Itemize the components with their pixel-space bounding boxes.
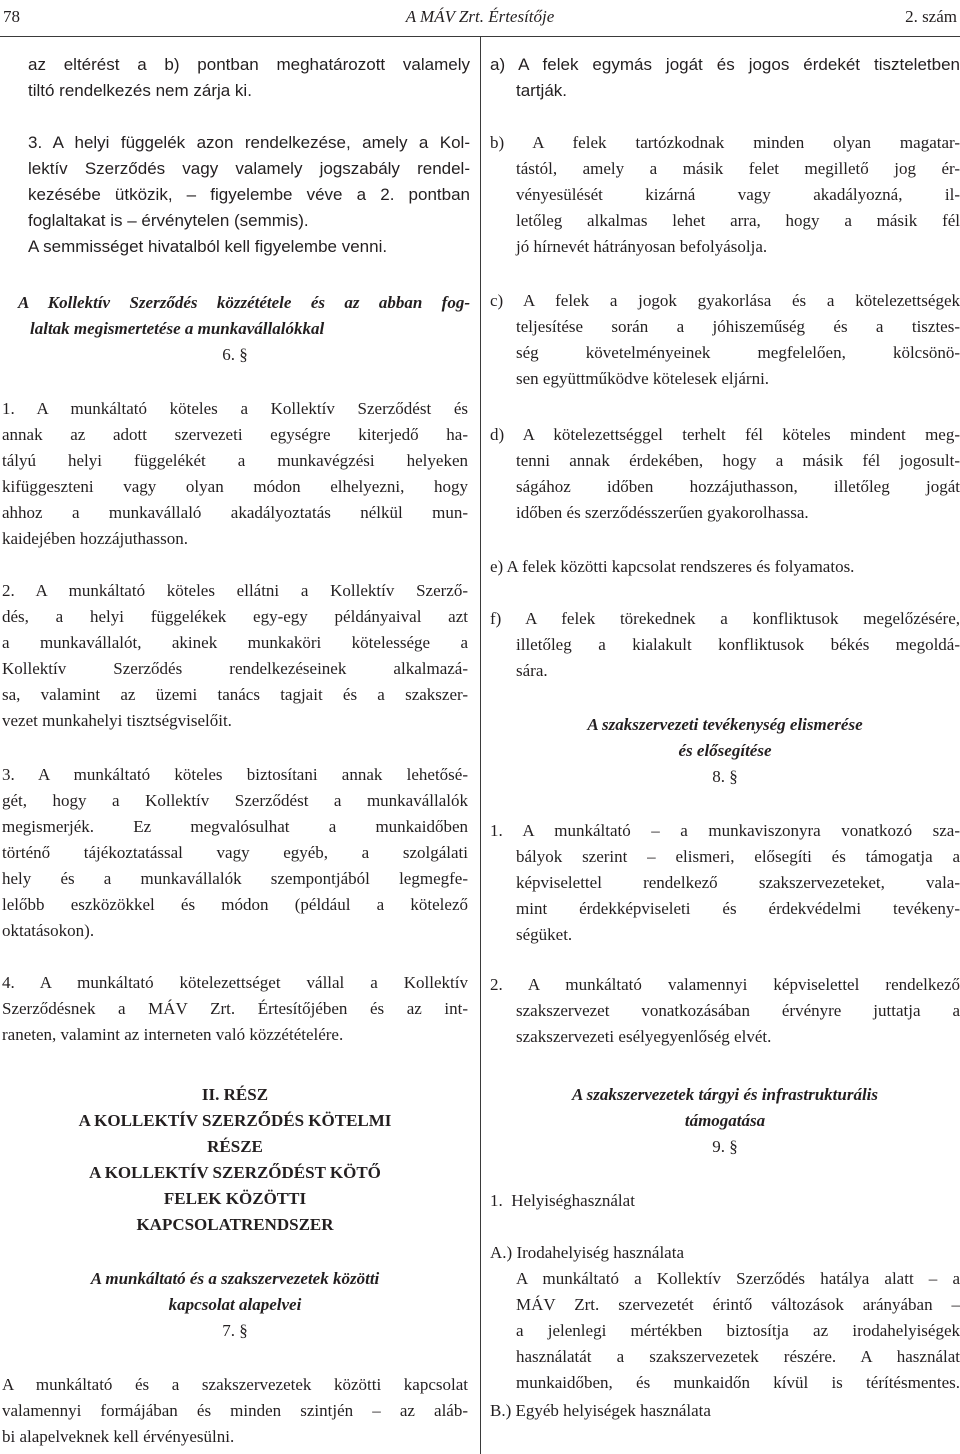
text-line: c) A felek a jogok gyakorlása és a kötelezettségek — [490, 291, 960, 310]
text-line: 1. A munkáltató köteles a Kollektív Szerződést és — [2, 399, 468, 418]
heading-line: A szakszervezetek tárgyi és infrastrukturális — [571, 1085, 879, 1104]
section-number: 6. § — [222, 345, 248, 364]
principle-f — [490, 606, 960, 684]
text-line: használatát a szakszervezetek részére. A használat — [516, 1347, 960, 1366]
section-heading-3 — [490, 712, 960, 764]
section-number: 7. § — [222, 1321, 248, 1340]
text-line: A munkáltató a Kollektív Szerződés hatálya alatt – a — [516, 1269, 960, 1288]
text-line: raneten, valamint az interneten való közzétételére. — [2, 1025, 344, 1044]
text-line: az eltérést a b) pontban meghatározott valamely — [28, 55, 470, 74]
text-line: 3. A munkáltató köteles biztosítani annak lehetősé- — [2, 765, 468, 784]
text-line: munkaidőben, és munkaidőn kívül is térítésmentes. — [516, 1373, 960, 1392]
text-line: hely és a munkavállalók szempontjából legmegfe- — [2, 869, 468, 888]
text-line: dés, a helyi függelékek egy-egy példányaival azt — [2, 607, 468, 626]
heading-line: és elősegítése — [678, 741, 772, 760]
principle-d — [490, 422, 960, 526]
text-line: teljesítése során a jóhiszeműség és a tisztes- — [516, 317, 960, 336]
paragraph-1 — [2, 396, 468, 552]
part-title-line: A KOLLEKTÍV SZERZŐDÉS KÖTELMI — [78, 1111, 392, 1130]
part-title-line: KAPCSOLATRENDSZER — [136, 1215, 334, 1234]
text-line: szakszervezeti esélyegyenlőség elvét. — [516, 1027, 772, 1046]
text-line: tástól, amely a másik felet megillető jog ér- — [516, 159, 960, 178]
text-line: A munkáltató és a szakszervezetek közötti kapcsolat — [2, 1375, 468, 1394]
heading-line: A Kollektív Szerződés közzététele és az abban fog- — [18, 293, 470, 312]
paragraph-3 — [28, 130, 470, 260]
text-line: illetőleg a kialakult konfliktusok békés megoldá- — [516, 635, 960, 654]
text-line: kifüggeszteni vagy olyan módon elhelyezni, hogy — [2, 477, 468, 496]
text-line: időben és szerződésszerűen gyakorolhassa. — [516, 503, 809, 522]
principle-b — [490, 130, 960, 260]
issue-label: 2. szám — [905, 7, 957, 26]
text-line: ségüket. — [516, 925, 573, 944]
text-line: bályok szerint – elismeri, elősegíti és támogatja a — [516, 847, 960, 866]
text-line: Szerződésnek a MÁV Zrt. Értesítőjében és az int- — [2, 999, 468, 1018]
text-line: a) A felek egymás jogát és jogos érdekét tiszteletben — [490, 55, 960, 74]
text-line: ahhoz a munkavállaló akadályoztatás nélkül mun- — [2, 503, 468, 522]
heading-line: laltak megismertetése a munkavállalókkal — [30, 319, 325, 338]
page-number: 78 — [3, 7, 20, 26]
text-line: sa, valamint az üzemi tanács tagjait és a szakszer- — [2, 685, 468, 704]
column-divider — [480, 37, 481, 1454]
running-header — [0, 0, 960, 36]
text-line: a jelenlegi mértékben biztosítja az irodahelyiségek — [516, 1321, 960, 1340]
part-title-line: II. RÉSZ — [201, 1085, 269, 1104]
text-line: sen együttműködve kötelesek eljárni. — [516, 369, 770, 388]
principle-c — [490, 288, 960, 392]
text-line: a munkavállalót, akinek munkaköri kötelessége a — [2, 633, 468, 652]
text-line: mint érdekképviseleti és érdekvédelmi tevékeny- — [516, 899, 960, 918]
text-line: 2. A munkáltató köteles ellátni a Kollektív Szerző- — [2, 581, 468, 600]
paragraph-4 — [2, 970, 468, 1048]
heading-line: A szakszervezeti tevékenység elismerése — [587, 715, 863, 734]
text-line: tiltó rendelkezés nem zárja ki. — [28, 81, 252, 100]
text-line: kezésébe ütközik, – figyelembe véve a 2. pontban — [28, 185, 470, 204]
text-line: vényesülését kizárná vagy akadályozná, il- — [516, 185, 960, 204]
paragraph-2 — [2, 578, 468, 734]
text-line: A semmisséget hivatalból kell figyelembe venni. — [28, 237, 388, 256]
text-line: b) A felek tartózkodnak minden olyan magatar- — [490, 133, 960, 152]
principle-a — [490, 52, 960, 104]
subheading: A.) Irodahelyiség használata — [490, 1243, 684, 1262]
section-heading — [18, 290, 470, 342]
section-heading-4 — [490, 1082, 960, 1134]
section-heading-2 — [0, 1266, 470, 1318]
paragraph-7 — [2, 1372, 468, 1450]
paragraph-9-a — [490, 1240, 960, 1396]
text-line: 3. A helyi függelék azon rendelkezése, amely a Kol- — [28, 133, 470, 152]
text-line: vezet munkahelyi tisztségviselőit. — [2, 711, 232, 730]
paragraph-8-2 — [490, 972, 960, 1050]
text-line: e) A felek közötti kapcsolat rendszeres és folyamatos. — [490, 557, 855, 576]
text-line: lektív Szerződés vagy valamely jogszabály rendel- — [28, 159, 470, 178]
part-title-line: RÉSZE — [207, 1137, 263, 1156]
text-line: tályú helyi függelékét a munkavégzési helyeken — [2, 451, 468, 470]
section-number: 9. § — [712, 1137, 738, 1156]
text-line: f) A felek törekednek a konfliktusok megelőzésére, — [490, 609, 960, 628]
text-line: d) A kötelezettséggel terhelt fél köteles mindent meg- — [490, 425, 960, 444]
part-title-line: A KOLLEKTÍV SZERZŐDÉST KÖTŐ — [89, 1163, 381, 1182]
text-line: szakszervezet vonatkozásában érvényre juttatja a — [516, 1001, 960, 1020]
journal-title: A MÁV Zrt. Értesítője — [405, 7, 555, 26]
text-line: 4. A munkáltató kötelezettséget vállal a Kollektív — [2, 973, 468, 992]
heading-line: támogatása — [684, 1111, 766, 1130]
text-line: tartják. — [516, 81, 568, 100]
text-line: megismerjék. Ez megvalósulhat a munkaidőben — [2, 817, 468, 836]
text-line: gét, hogy a Kollektív Szerződést a munkavállalók — [2, 791, 468, 810]
section-number: 8. § — [712, 767, 738, 786]
text-line: jó hírnevét hátrányosan befolyásolja. — [516, 237, 768, 256]
text-line: MÁV Zrt. szervezetét érintő változások arányában – — [516, 1295, 960, 1314]
text-line: annak az adott szervezeti egységre kiterjedő ha- — [2, 425, 468, 444]
text-line: bi alapelveknek kell érvényesülni. — [2, 1427, 235, 1446]
text-line: sára. — [516, 661, 548, 680]
text-line: oktatásokon). — [2, 921, 95, 940]
text-line: tenni annak érdekében, hogy a másik fél jogosult- — [516, 451, 960, 470]
text-line: kaidejében hozzájuthasson. — [2, 529, 188, 548]
text-line: 2. A munkáltató valamennyi képviselettel rendelkező — [490, 975, 960, 994]
principle-e — [490, 554, 960, 580]
text-line: történő tájékoztatással vagy egyéb, a szolgálati — [2, 843, 468, 862]
text-line: 1. A munkáltató – a munkaviszonyra vonatkozó sza- — [490, 821, 960, 840]
text-line: képviselettel rendelkező szakszervezeteket, vala- — [516, 873, 960, 892]
heading-line: A munkáltató és a szakszervezetek közötti — [90, 1269, 380, 1288]
list-item-heading: 1. Helyiséghasználat — [490, 1191, 635, 1210]
text-line: foglaltakat is – érvénytelen (semmis). — [28, 211, 309, 230]
text-line: ságához időben hozzájuthasson, illetőleg jogát — [516, 477, 960, 496]
part-title-line: FELEK KÖZÖTTI — [163, 1189, 307, 1208]
text-line: lelőbb eszközökkel és módon (például a kötelező — [2, 895, 468, 914]
text-line: valamennyi formájában és minden szintjén – az aláb- — [2, 1401, 468, 1420]
text-line: letőleg alkalmas lehet arra, hogy a másik fél — [516, 211, 960, 230]
paragraph-3b — [2, 762, 468, 944]
paragraph-continuation — [28, 52, 470, 104]
paragraph-8-1 — [490, 818, 960, 948]
subheading-b: B.) Egyéb helyiségek használata — [490, 1401, 711, 1420]
text-line: ség követelményeinek megfelelően, kölcsönö- — [516, 343, 960, 362]
part-title — [0, 1082, 470, 1238]
heading-line: kapcsolat alapelvei — [168, 1295, 302, 1314]
text-line: Kollektív Szerződés rendelkezéseinek alkalmazá- — [2, 659, 468, 678]
